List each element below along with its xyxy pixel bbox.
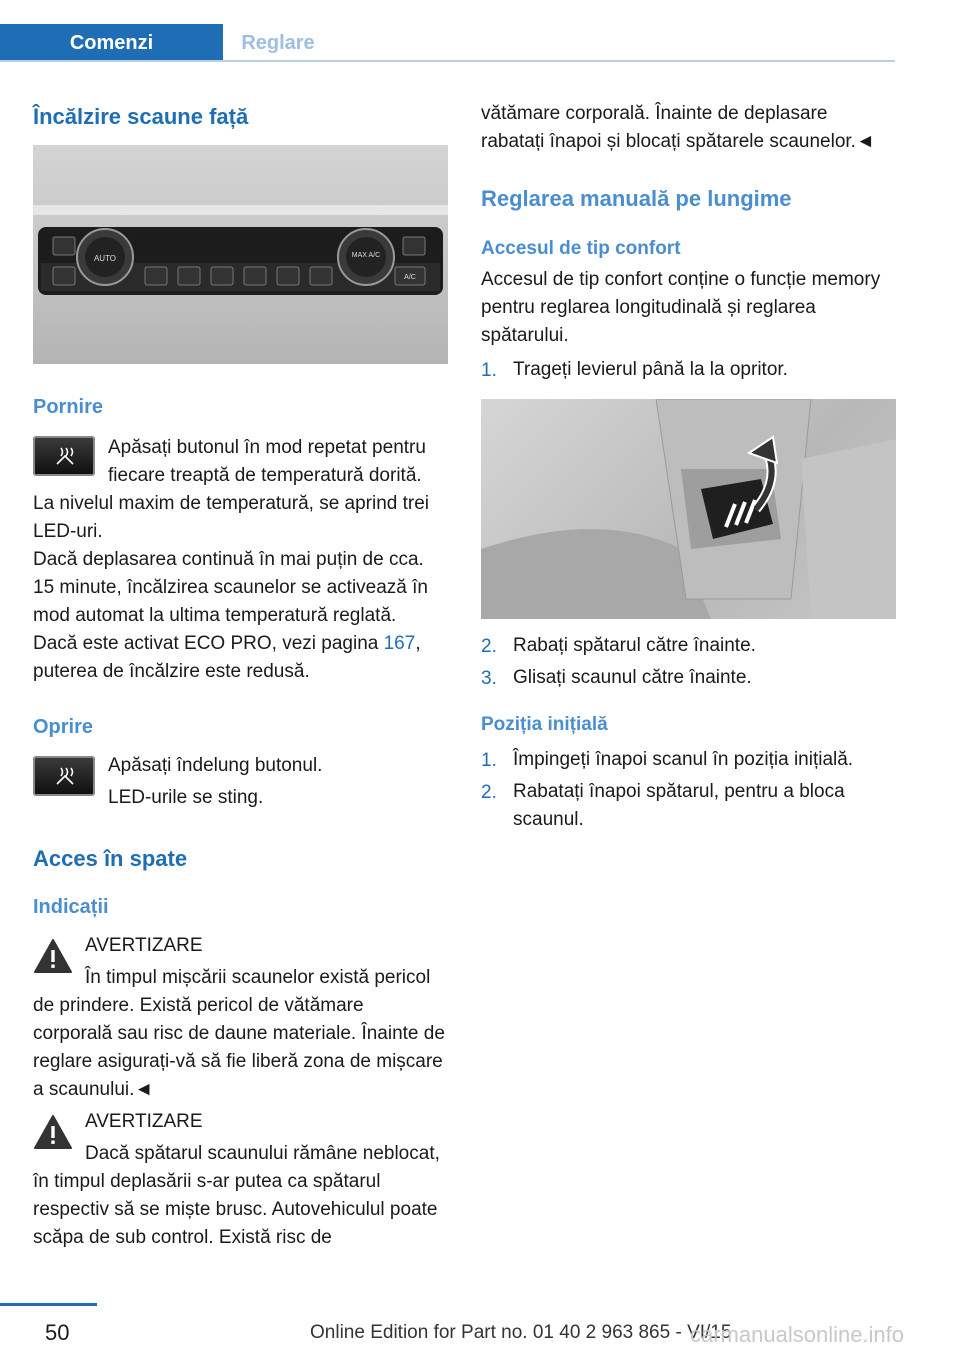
warning1-title: AVERTIZARE [85, 935, 203, 956]
oprire-line1: Apăsați îndelung butonul. [108, 755, 323, 776]
step-number: 2. [481, 636, 497, 657]
step-text: Trageți levierul până la la opritor. [513, 359, 788, 380]
seat-heating-button-icon-2 [33, 756, 95, 796]
watermark: carmanualsonline.info [690, 1322, 905, 1347]
edition-footer: Online Edition for Part no. 01 40 2 963 865 - VI/15 [310, 1322, 732, 1343]
step-text: Rabatați înapoi spătarul, pentru a bloca scaunul. [513, 781, 845, 830]
heading-indicatii: Indicații [33, 896, 109, 918]
warning2-text: Dacă spătarul scaunului rămâne neblocat, în timpul deplasării s-ar putea ca spătarul respectiv să se miște brusc. Autovehiculul poate scăpa de sub control. Există risc de [33, 1143, 440, 1248]
warning2-continuation: vătămare corporală. Înainte de deplasare rabatați înapoi și blocați spătarele scaunelor.◄ [481, 103, 875, 152]
pornire-p3-end: , puterea de încălzire este redusă. [33, 633, 421, 682]
pornire-p2: Dacă deplasarea continuă în mai puțin de cca. 15 minute, încălzirea scaunelor se activează în mod automat la ultima temperatură reglată. [33, 549, 428, 626]
heading-pozitia-initiala: Poziția inițială [481, 714, 608, 735]
step-text: Glisați scaunul către înainte. [513, 667, 752, 688]
heading-reglare-manuala: Reglarea manuală pe lungime [481, 186, 792, 211]
confort-text: Accesul de tip confort conține o funcție memory pentru reglarea longitudinală și reglarea spătarului. [481, 269, 881, 346]
section-title-heated-seats: Încălzire scaune față [33, 104, 249, 129]
header-tabs [0, 24, 895, 62]
page-link-167[interactable]: 167 [383, 633, 416, 654]
climate-panel-drawing [33, 145, 448, 364]
step-text: Împingeți înapoi scanul în poziția inițială. [513, 749, 854, 770]
warning1-text: În timpul mișcării scaunelor există pericol de prindere. Există pericol de vătămare corporală sau risc de daune materiale. Înainte de reglare asigurați-vă să fie liberă zona de mișcare a scaunului.◄ [33, 967, 445, 1100]
oprire-line2: LED-urile se sting. [108, 787, 264, 808]
pornire-text: Apăsați butonul în mod repetat pentru fiecare treaptă de temperatură dorită. [108, 437, 426, 486]
step-number: 1. [481, 360, 497, 381]
step-number: 2. [481, 782, 497, 803]
climate-panel-image [33, 145, 448, 364]
step-number: 1. [481, 750, 497, 771]
tab-comenzi[interactable]: Comenzi [0, 24, 223, 62]
pornire-p3-start: Dacă este activat ECO PRO, vezi pagina [33, 633, 384, 654]
heading-acces-confort: Accesul de tip confort [481, 238, 681, 259]
heading-oprire: Oprire [33, 716, 94, 738]
footer-rule [0, 1303, 97, 1306]
max-ac-label: MAX A/C [351, 252, 381, 259]
step-text: Rabați spătarul către înainte. [513, 635, 756, 656]
ac-label: A/C [404, 274, 416, 281]
step-number: 3. [481, 668, 497, 689]
header-divider [0, 60, 895, 62]
heading-pornire: Pornire [33, 396, 104, 418]
seat-heating-button-icon [33, 436, 95, 476]
tab-reglare[interactable]: Reglare [241, 32, 315, 54]
warning2-title: AVERTIZARE [85, 1111, 203, 1132]
pornire-p1: La nivelul maxim de temperatură, se aprind trei LED-uri. [33, 493, 430, 542]
seat-lever-image [481, 399, 896, 619]
pornire-p3 [33, 630, 448, 686]
auto-left-label: AUTO [93, 254, 117, 263]
heading-acces-spate: Acces în spate [33, 846, 188, 871]
page-number: 50 [45, 1320, 70, 1345]
